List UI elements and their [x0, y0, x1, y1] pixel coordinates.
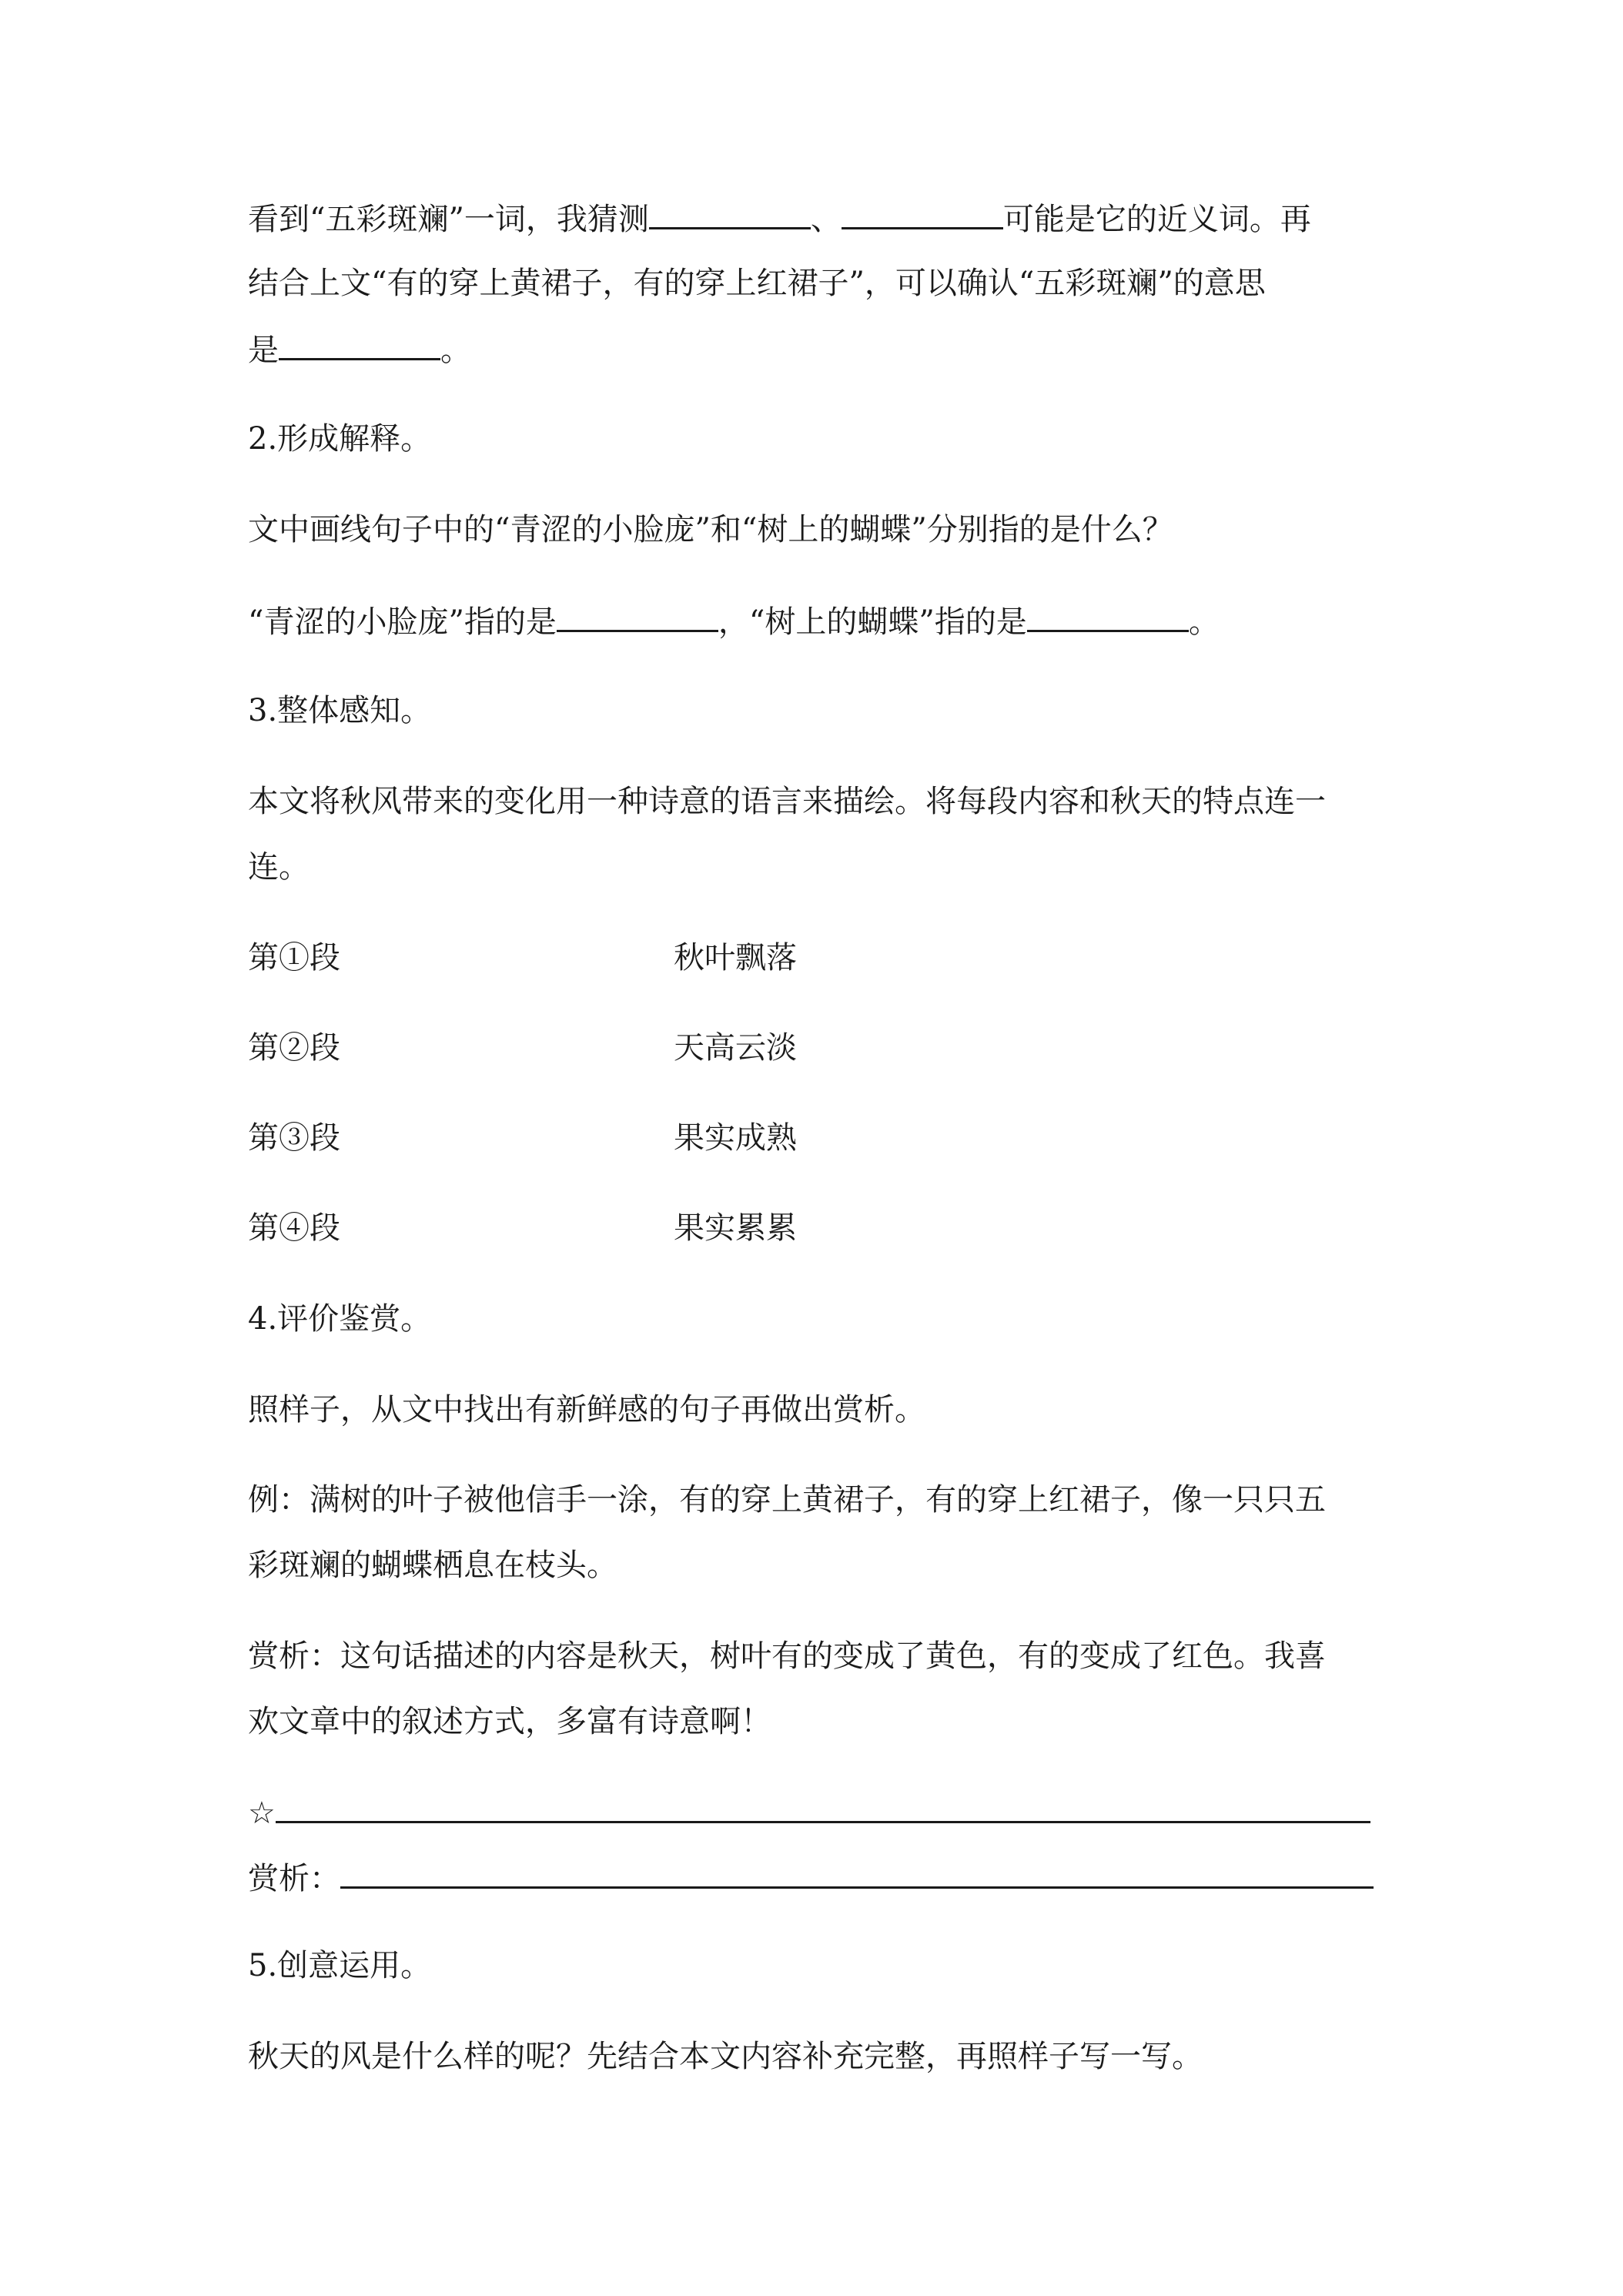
q1-blank-1[interactable] — [649, 196, 811, 229]
q2-blank-1[interactable] — [557, 599, 718, 632]
q1-text-e: 。 — [440, 333, 471, 368]
q2-heading: 2.形成解释。 — [248, 421, 432, 457]
q4-sentence-blank[interactable] — [276, 1790, 1370, 1823]
q1-text-c: 可能是它的近义词。再 — [1002, 202, 1311, 237]
q4-heading: 4.评价鉴赏。 — [248, 1301, 432, 1337]
q3-instruction-1: 本文将秋风带来的变化用一种诗意的语言来描绘。将每段内容和秋天的特点连一 — [248, 784, 1326, 819]
q4-analysis-blank[interactable] — [340, 1856, 1374, 1889]
q1-text-a: 看到“五彩斑斓”一词，我猜测 — [248, 202, 649, 237]
q3-row — [248, 1116, 797, 1160]
q1-text-b: 、 — [810, 202, 842, 237]
q5-heading: 5.创意运用。 — [248, 1948, 432, 1983]
q3-instruction-2: 连。 — [248, 849, 310, 885]
q1-text-d: 是 — [248, 333, 279, 368]
q4-answer-line-1 — [248, 1790, 1370, 1835]
q1-line-2: 结合上文“有的穿上黄裙子，有的穿上红裙子”，可以确认“五彩斑斓”的意思 — [248, 266, 1266, 301]
q3-row-right[interactable]: 天高云淡 — [674, 1030, 797, 1066]
q1-blank-3[interactable] — [279, 327, 440, 360]
q3-heading: 3.整体感知。 — [248, 693, 432, 728]
q4-answer-line-2 — [248, 1856, 1374, 1900]
q4-analysis-2: 欢文章中的叙述方式，多富有诗意啊！ — [248, 1704, 771, 1739]
q3-row-right[interactable]: 果实累累 — [674, 1210, 797, 1246]
q2-answer-line — [248, 599, 1220, 644]
q1-line-1 — [248, 196, 1311, 241]
q3-row-left[interactable]: 第④段 — [248, 1210, 340, 1246]
q2-blank-2[interactable] — [1027, 599, 1189, 632]
q2-answer-c: 。 — [1188, 604, 1220, 640]
q3-row-left[interactable]: 第②段 — [248, 1030, 340, 1066]
q2-answer-b: ，“树上的蝴蝶”指的是 — [718, 604, 1027, 640]
q5-instruction: 秋天的风是什么样的呢？先结合本文内容补充完整，再照样子写一写。 — [248, 2039, 1203, 2074]
q2-answer-a: “青涩的小脸庞”指的是 — [248, 604, 557, 640]
q4-answer-label: 赏析： — [248, 1861, 340, 1896]
q1-line-3 — [248, 327, 471, 372]
q1-blank-2[interactable] — [842, 196, 1003, 229]
q3-row-right[interactable]: 秋叶飘落 — [674, 940, 797, 976]
q3-row — [248, 936, 797, 979]
q4-example-2: 彩斑斓的蝴蝶栖息在枝头。 — [248, 1548, 617, 1583]
q3-row-right[interactable]: 果实成熟 — [674, 1120, 797, 1156]
q2-question: 文中画线句子中的“青涩的小脸庞”和“树上的蝴蝶”分别指的是什么？ — [248, 512, 1173, 547]
q4-example-1: 例：满树的叶子被他信手一涂，有的穿上黄裙子，有的穿上红裙子，像一只只五 — [248, 1482, 1326, 1518]
q3-row-left[interactable]: 第①段 — [248, 940, 340, 976]
q3-row — [248, 1026, 797, 1069]
star-icon: ☆ — [248, 1796, 276, 1831]
q4-analysis-1: 赏析：这句话描述的内容是秋天，树叶有的变成了黄色，有的变成了红色。我喜 — [248, 1638, 1326, 1674]
q3-row — [248, 1207, 797, 1250]
q3-row-left[interactable]: 第③段 — [248, 1120, 340, 1156]
q4-instruction: 照样子，从文中找出有新鲜感的句子再做出赏析。 — [248, 1392, 925, 1427]
